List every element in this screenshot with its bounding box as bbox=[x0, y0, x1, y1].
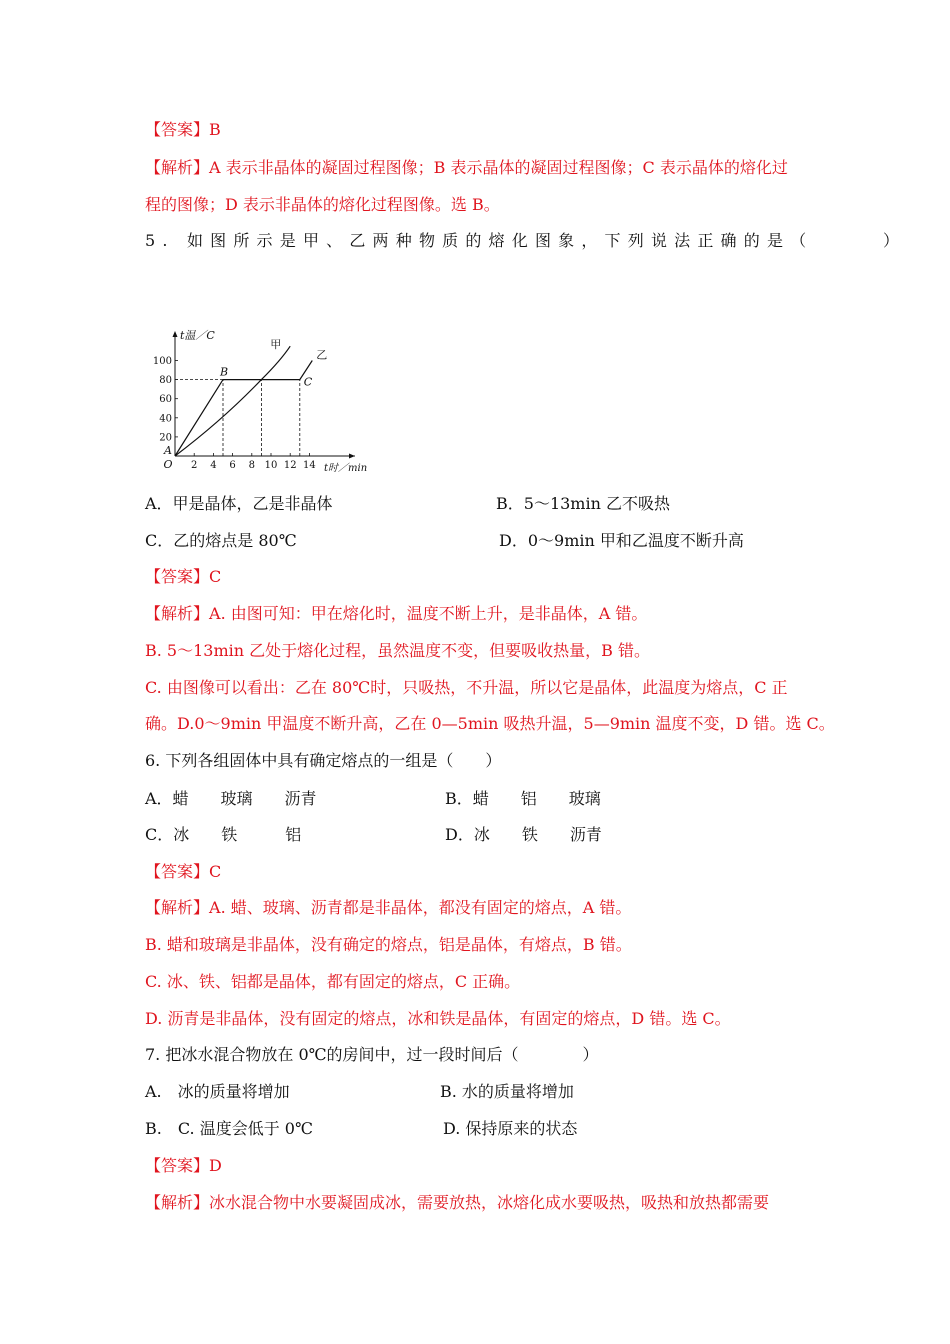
y-tick-label: 20 bbox=[159, 432, 172, 444]
analysis-text: A. 由图可知：甲在熔化时，温度不断上升，是非晶体，A 错。 bbox=[209, 604, 648, 623]
analysis-tag: 【解析】 bbox=[145, 898, 210, 917]
answer-value: B bbox=[209, 120, 221, 139]
q6-question: 6. 下列各组固体中具有确定熔点的一组是（ ） bbox=[145, 751, 502, 770]
point-label-c: C bbox=[303, 375, 313, 389]
q4-answer bbox=[145, 119, 221, 141]
analysis-tag: 【解析】 bbox=[145, 604, 210, 623]
analysis-text: A. 蜡、玻璃、沥青都是非晶体，都没有固定的熔点，A 错。 bbox=[209, 898, 632, 917]
q7-analysis-line-1 bbox=[145, 1192, 769, 1214]
answer-value: C bbox=[209, 567, 222, 586]
q5-analysis-line-2: B. 5～13min 乙处于熔化过程，虽然温度不变，但要吸收热量，B 错。 bbox=[145, 641, 650, 660]
q7-option-c: B. C. 温度会低于 0℃ bbox=[145, 1119, 313, 1138]
answer-value: C bbox=[209, 862, 222, 881]
q6-option-b: B．蜡 铝 玻璃 bbox=[445, 789, 601, 808]
q4-analysis-line-2: 程的图像；D 表示非晶体的熔化过程图像。选 B。 bbox=[145, 195, 500, 214]
q7-option-a: A. 冰的质量将增加 bbox=[145, 1082, 290, 1101]
q7-option-b: B. 水的质量将增加 bbox=[440, 1082, 574, 1101]
x-axis-arrow bbox=[349, 454, 355, 459]
x-tick-label: 4 bbox=[210, 460, 217, 471]
q5-answer bbox=[145, 566, 221, 588]
series-yi-line bbox=[175, 361, 312, 457]
analysis-text: 冰水混合物中水要凝固成冰，需要放热，冰熔化成水要吸热，吸热和放热都需要 bbox=[209, 1193, 770, 1212]
q5-analysis-line-3: C. 由图像可以看出：乙在 80℃时，只吸热，不升温，所以它是晶体，此温度为熔点，C 正 bbox=[145, 678, 788, 697]
analysis-tag: 【解析】 bbox=[145, 158, 210, 177]
y-tick-label: 60 bbox=[159, 394, 172, 406]
q7-option-d: D. 保持原来的状态 bbox=[443, 1119, 578, 1138]
x-axis-label: t时／min bbox=[324, 463, 368, 474]
q5-option-b: B．5～13min 乙不吸热 bbox=[496, 494, 670, 513]
y-tick-label: 80 bbox=[159, 375, 172, 387]
q5-analysis-line-1 bbox=[145, 603, 647, 625]
answer-tag: 【答案】 bbox=[145, 120, 210, 139]
q6-option-a: A．蜡 玻璃 沥青 bbox=[145, 789, 317, 808]
series-jia-label: 甲 bbox=[270, 338, 282, 352]
q6-analysis-line-1 bbox=[145, 897, 631, 919]
q6-answer bbox=[145, 861, 221, 883]
q6-analysis-line-2: B. 蜡和玻璃是非晶体，没有确定的熔点，铝是晶体，有熔点，B 错。 bbox=[145, 935, 632, 954]
point-label-a: A bbox=[164, 444, 172, 457]
q6-option-d: D．冰 铁 沥青 bbox=[445, 825, 602, 844]
answer-tag: 【答案】 bbox=[145, 862, 210, 881]
analysis-text: A 表示非晶体的凝固过程图像；B 表示晶体的凝固过程图像；C 表示晶体的熔化过 bbox=[209, 158, 788, 177]
answer-tag: 【答案】 bbox=[145, 1156, 210, 1175]
q5-question: 5. 如图所示是甲、乙两种物质的熔化图象，下列说法正确的是（ ） bbox=[145, 231, 907, 250]
analysis-tag: 【解析】 bbox=[145, 1193, 210, 1212]
q5-option-d: D．0～9min 甲和乙温度不断升高 bbox=[499, 531, 744, 550]
series-yi-label: 乙 bbox=[316, 348, 328, 362]
q4-analysis-line-1 bbox=[145, 157, 788, 179]
q7-answer bbox=[145, 1155, 222, 1177]
y-axis-label: t温／C bbox=[180, 329, 215, 342]
melting-chart bbox=[150, 325, 380, 475]
y-axis-arrow bbox=[173, 331, 178, 337]
q6-analysis-line-4: D. 沥青是非晶体，没有固定的熔点，冰和铁是晶体，有固定的熔点，D 错。选 C。 bbox=[145, 1009, 731, 1028]
answer-tag: 【答案】 bbox=[145, 567, 210, 586]
x-tick-label: 2 bbox=[191, 460, 198, 471]
q6-option-c: C．冰 铁 铝 bbox=[145, 825, 302, 844]
answer-value: D bbox=[209, 1156, 222, 1175]
y-tick-label: 100 bbox=[152, 356, 172, 367]
q5-option-c: C．乙的熔点是 80℃ bbox=[145, 531, 297, 550]
q5-analysis-line-4: 确。D.0～9min 甲温度不断升高，乙在 0—5min 吸热升温，5—9min 温度不变，D 错。选 C。 bbox=[145, 714, 835, 733]
origin-label: O bbox=[163, 458, 173, 471]
q5-option-a: A．甲是晶体，乙是非晶体 bbox=[145, 494, 333, 513]
x-tick-label: 14 bbox=[303, 460, 316, 471]
x-tick-label: 12 bbox=[283, 460, 297, 471]
x-tick-label: 8 bbox=[248, 460, 255, 471]
x-tick-label: 10 bbox=[264, 460, 278, 471]
q6-analysis-line-3: C. 冰、铁、铝都是晶体，都有固定的熔点，C 正确。 bbox=[145, 972, 521, 991]
series-jia-line bbox=[175, 346, 290, 456]
point-label-b: B bbox=[220, 365, 229, 379]
x-tick-label: 6 bbox=[229, 460, 236, 471]
q7-question: 7. 把冰水混合物放在 0℃的房间中，过一段时间后（ ） bbox=[145, 1045, 599, 1064]
y-tick-label: 40 bbox=[159, 413, 172, 425]
